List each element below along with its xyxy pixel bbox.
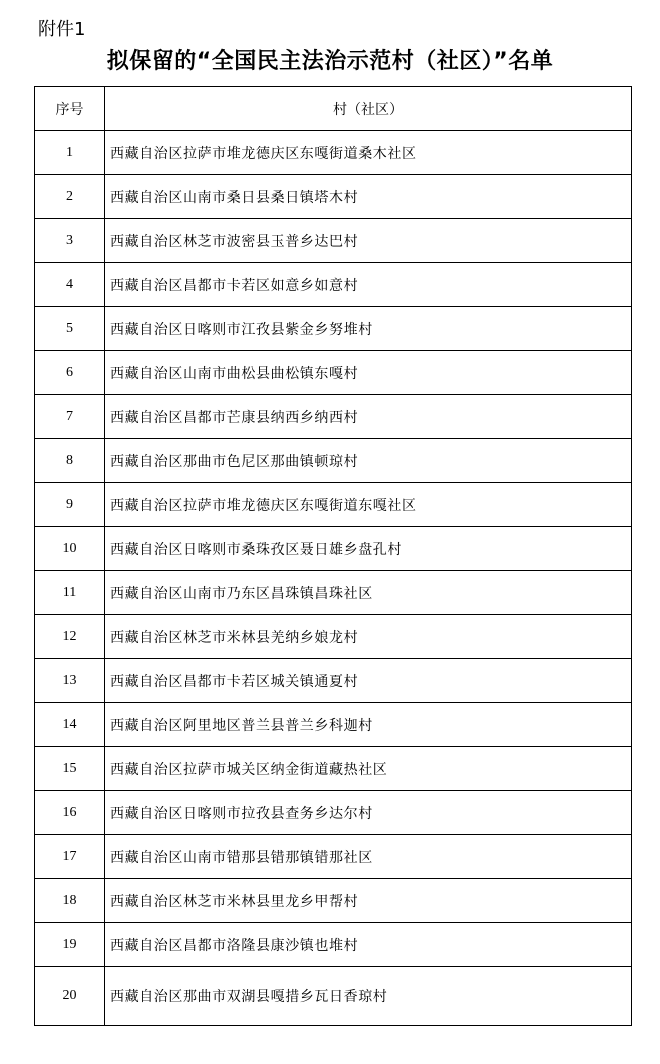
row-number: 13 (35, 659, 105, 703)
header-village-community: 村（社区） (105, 87, 632, 131)
row-number: 15 (35, 747, 105, 791)
table-row (35, 791, 632, 835)
village-name: 西藏自治区那曲市色尼区那曲镇顿琼村 (105, 439, 632, 483)
row-number: 1 (35, 131, 105, 175)
row-number: 6 (35, 351, 105, 395)
row-number: 3 (35, 219, 105, 263)
village-name: 西藏自治区拉萨市城关区纳金街道藏热社区 (105, 747, 632, 791)
table-header-row (35, 87, 632, 131)
village-name: 西藏自治区林芝市波密县玉普乡达巴村 (105, 219, 632, 263)
table-row (35, 879, 632, 923)
row-number: 9 (35, 483, 105, 527)
table-row (35, 175, 632, 219)
village-name: 西藏自治区山南市错那县错那镇错那社区 (105, 835, 632, 879)
table-row (35, 439, 632, 483)
village-name: 西藏自治区昌都市卡若区城关镇通夏村 (105, 659, 632, 703)
village-name: 西藏自治区那曲市双湖县嘎措乡瓦日香琼村 (105, 967, 632, 1026)
row-number: 2 (35, 175, 105, 219)
village-name: 西藏自治区昌都市卡若区如意乡如意村 (105, 263, 632, 307)
village-name: 西藏自治区林芝市米林县羌纳乡娘龙村 (105, 615, 632, 659)
row-number: 12 (35, 615, 105, 659)
table-row (35, 307, 632, 351)
village-name: 西藏自治区林芝市米林县里龙乡甲帮村 (105, 879, 632, 923)
row-number: 18 (35, 879, 105, 923)
village-list-table (34, 86, 632, 1026)
table-row (35, 923, 632, 967)
village-name: 西藏自治区日喀则市江孜县紫金乡努堆村 (105, 307, 632, 351)
header-serial-number: 序号 (35, 87, 105, 131)
table-row (35, 263, 632, 307)
table-row (35, 571, 632, 615)
table-row (35, 527, 632, 571)
village-name: 西藏自治区昌都市洛隆县康沙镇也堆村 (105, 923, 632, 967)
village-name: 西藏自治区昌都市芒康县纳西乡纳西村 (105, 395, 632, 439)
table-row (35, 351, 632, 395)
row-number: 16 (35, 791, 105, 835)
village-name: 西藏自治区拉萨市堆龙德庆区东嘎街道桑木社区 (105, 131, 632, 175)
table-row (35, 395, 632, 439)
table-row (35, 131, 632, 175)
village-name: 西藏自治区拉萨市堆龙德庆区东嘎街道东嘎社区 (105, 483, 632, 527)
village-name: 西藏自治区日喀则市拉孜县查务乡达尔村 (105, 791, 632, 835)
village-name: 西藏自治区山南市桑日县桑日镇塔木村 (105, 175, 632, 219)
village-name: 西藏自治区日喀则市桑珠孜区聂日雄乡盘孔村 (105, 527, 632, 571)
row-number: 4 (35, 263, 105, 307)
row-number: 10 (35, 527, 105, 571)
table-row (35, 967, 632, 1026)
table-row (35, 747, 632, 791)
table-row (35, 615, 632, 659)
row-number: 8 (35, 439, 105, 483)
document-title: 拟保留的“全国民主法治示范村（社区）”名单 (106, 49, 554, 74)
row-number: 20 (35, 967, 105, 1026)
village-name: 西藏自治区阿里地区普兰县普兰乡科迦村 (105, 703, 632, 747)
row-number: 11 (35, 571, 105, 615)
row-number: 5 (35, 307, 105, 351)
table-row (35, 659, 632, 703)
row-number: 17 (35, 835, 105, 879)
table-row (35, 703, 632, 747)
village-name: 西藏自治区山南市曲松县曲松镇东嘎村 (105, 351, 632, 395)
table-row (35, 835, 632, 879)
row-number: 7 (35, 395, 105, 439)
table-row (35, 219, 632, 263)
row-number: 14 (35, 703, 105, 747)
table-row (35, 483, 632, 527)
village-name: 西藏自治区山南市乃东区昌珠镇昌珠社区 (105, 571, 632, 615)
attachment-label: 附件1 (38, 19, 86, 40)
row-number: 19 (35, 923, 105, 967)
